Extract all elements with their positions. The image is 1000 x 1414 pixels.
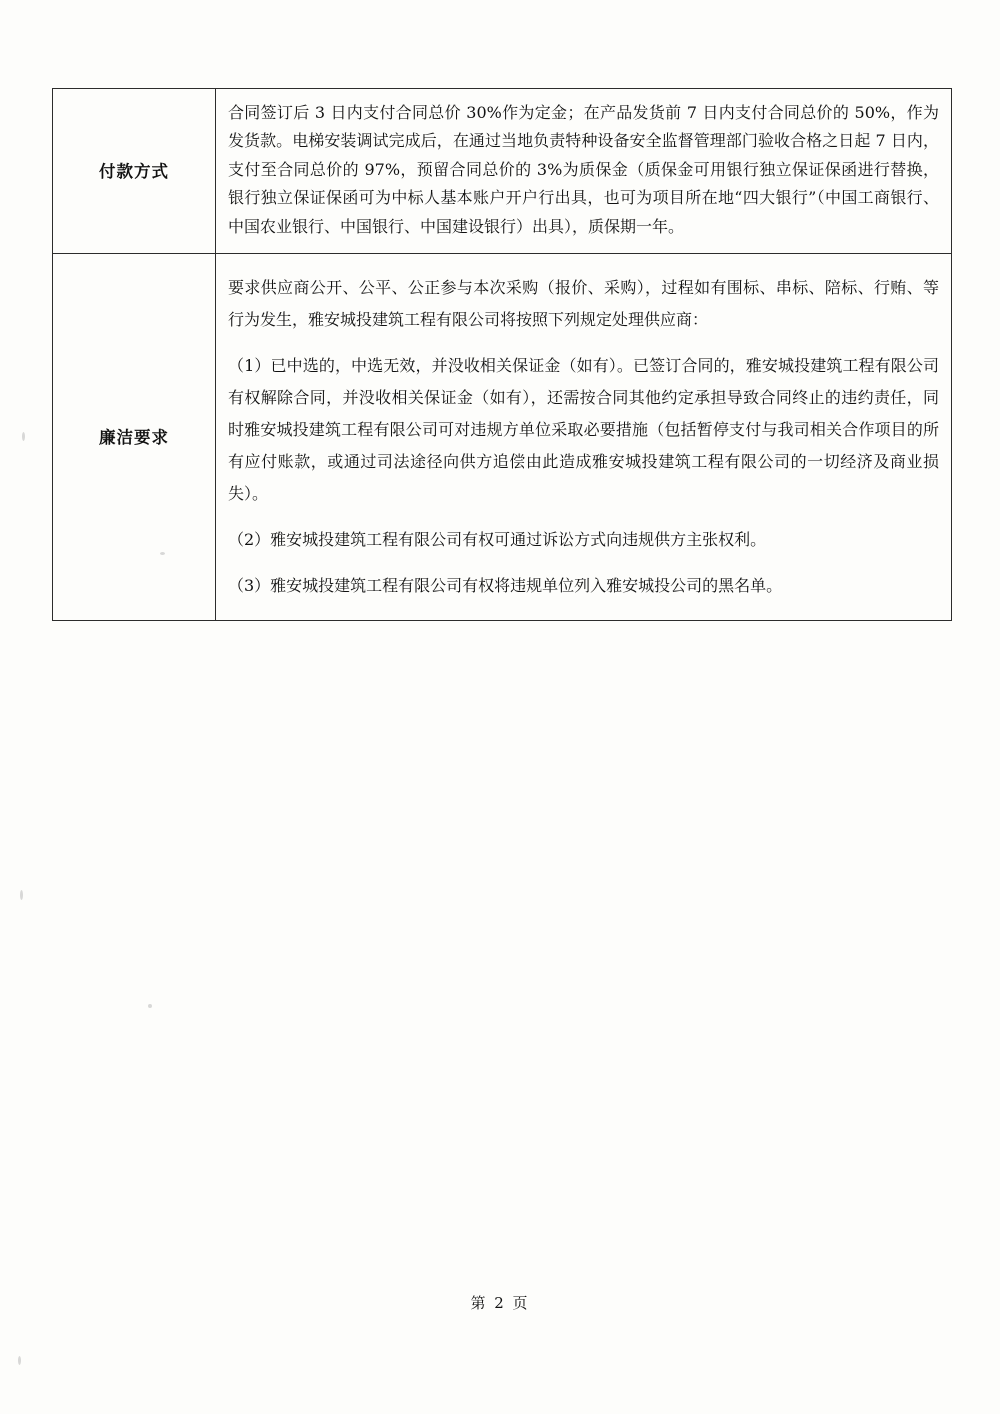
row-label-payment: 付款方式 [53,89,216,254]
paragraph: 合同签订后 3 日内支付合同总价 30%作为定金；在产品发货前 7 日内支付合同总价的 50%，作为发货款。电梯安装调试完成后，在通过当地负责特种设备安全监督管理部门验收合格之日起 7 日内，支付至合同总价的 97%，预留合同总价的 3%为质保金（质保金可用银行独立保证保函进行替换，银行独立保证保函可为中标人基本账户开户行出具，也可为项目所在地“四大银行”（中国工商银行、中国农业银行、中国银行、中国建设银行）出具），质保期一年。 [228,103,939,236]
paragraph: 要求供应商公开、公平、公正参与本次采购（报价、采购），过程如有围标、串标、陪标、行贿、等行为发生，雅安城投建筑工程有限公司将按照下列规定处理供应商： [228,278,939,330]
contract-terms-table [52,88,952,621]
page-footer: 第 2 页 [470,1294,530,1312]
paragraph: （2）雅安城投建筑工程有限公司有权可通过诉讼方式向违规供方主张权利。 [228,530,767,550]
scan-speckle [22,432,25,441]
row-content-integrity [216,254,952,621]
scan-speckle [20,890,23,900]
row-label-integrity: 廉洁要求 [53,254,216,621]
scan-speckle [148,1004,152,1008]
row-content-payment [216,89,952,254]
scan-speckle [18,1356,21,1365]
table-row [53,89,952,254]
paragraph: （1）已中选的，中选无效，并没收相关保证金（如有）。已签订合同的，雅安城投建筑工程有限公司有权解除合同，并没收相关保证金（如有），还需按合同其他约定承担导致合同终止的违约责任，同时雅安城投建筑工程有限公司可对违规方单位采取必要措施（包括暂停支付与我司相关合作项目的所有应付账款，或通过司法途径向供方追偿由此造成雅安城投建筑工程有限公司的一切经济及商业损失）。 [228,356,939,504]
paragraph: （3）雅安城投建筑工程有限公司有权将违规单位列入雅安城投公司的黑名单。 [228,576,783,596]
table-row [53,254,952,621]
